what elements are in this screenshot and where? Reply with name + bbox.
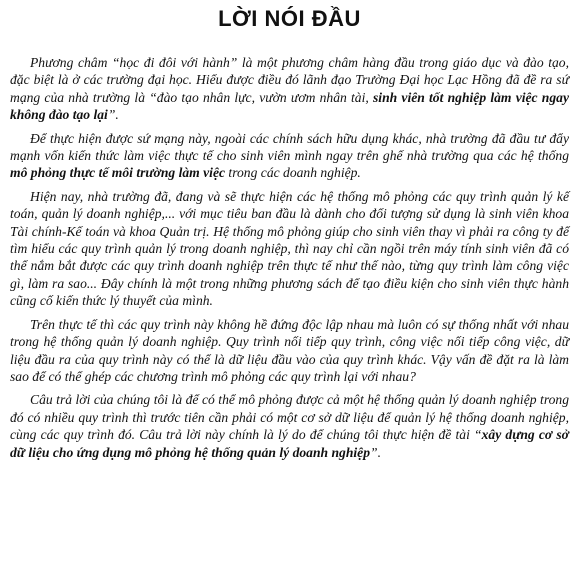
paragraph-3 — [10, 188, 569, 310]
paragraph-text: Để thực hiện được sứ mạng này, ngoài các chính sách hữu dụng khác, nhà trường đã đầu tư đẩy mạnh vốn kiến thức làm việc thực tế cho sinh viên mình ngay trên ghế nhà trường qua các hệ thống — [10, 130, 569, 164]
paragraph-text: Câu trả lời của chúng tôi là để có thể mô phỏng được cả một hệ thống quản lý doanh nghiệp trong đó có nhiều quy trình thì trước tiên cần phải có một cơ sở dữ liệu để quản lý hệ thống doanh nghiệp, cùng các quy trình đó. Câu trả lời này chính là lý do để chúng tôi thực hiện đề tài “ — [10, 392, 569, 443]
paragraph-2 — [10, 130, 569, 182]
paragraph-text: Phương châm “học đi đôi với hành” là một phương châm hàng đầu trong giáo dục và đào tạo, đặc biệt là ở các trường đại học. Hiểu được điều đó lãnh đạo Trường Đại học Lạc Hồng đã đề ra sứ mạng của nhà trường là “đào tạo nhân lực, vườn ươm nhân tài, — [10, 55, 569, 105]
paragraph-text: ”. — [107, 107, 119, 123]
paragraph-text: ”. — [370, 444, 381, 460]
paragraph-text: Trên thực tế thì các quy trình này không hề đứng độc lập nhau mà luôn có sự thống nhất với nhau trong hệ thống quản lý doanh nghiệp. Quy trình nối tiếp quy trình, công việc nối tiếp công việc, dữ liệu đầu ra của quy trình này có thể là dữ liệu đầu vào của quy trình khác. Vậy vấn đề đặt ra là làm sao để có thể ghép các chương trình mô phỏng các quy trình lại với nhau? — [10, 316, 569, 384]
paragraph-text: trong các doanh nghiệp. — [225, 165, 361, 181]
paragraph-emphasis: mô phỏng thực tế môi trường làm việc — [10, 165, 226, 181]
paragraph-emphasis: xây dựng cơ sở dữ liệu cho ứng dụng mô phỏng hệ thống quản lý doanh nghiệp — [10, 427, 569, 460]
paragraph-5 — [10, 391, 569, 461]
paragraph-emphasis: sinh viên tốt nghiệp làm việc ngay không đào tạo lại — [10, 89, 569, 123]
page-title: LỜI NÓI ĐẦU — [218, 6, 361, 31]
paragraph-1 — [10, 54, 569, 124]
paragraph-4 — [10, 316, 569, 386]
paragraph-text: Hiện nay, nhà trường đã, đang và sẽ thực hiện các hệ thống mô phỏng các quy trình quản lý kế toán, quản lý doanh nghiệp,... với mục tiêu ban đầu là dành cho đối tượng sử dụng là sinh viên khoa Tài chính-Kế toán và khoa Quản trị. Hệ thống mô phỏng giúp cho sinh viên thay vì phải ra công ty để tìm hiểu các quy trình quản lý trong doanh nghiệp, thì nay chỉ cần ngồi trên máy tính sinh viên đã có thể nắm bắt được các quy trình doanh nghiệp trên thực tế như thế nào, từng quy trình làm công việc gì, làm ra sao... Đây chính là một trong những phương sách để tạo điều kiện cho sinh viên thực hành cũng cố kiến thức lý thuyết của mình. — [10, 188, 569, 309]
